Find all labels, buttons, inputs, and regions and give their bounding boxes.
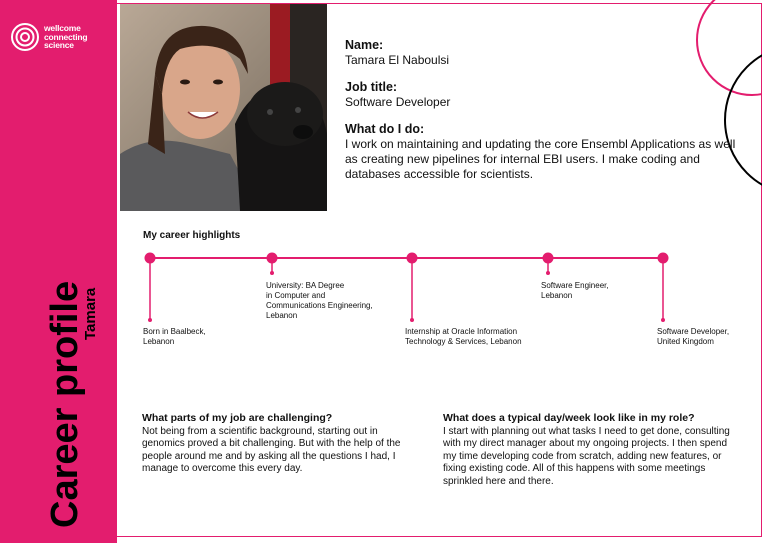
job-title-label: Job title:	[345, 80, 398, 94]
challenges-section	[142, 412, 404, 476]
event-dot-small	[270, 271, 274, 275]
timeline-event-university: University: BA Degree in Computer and Communications Engineering, Lebanon	[266, 281, 373, 320]
timeline-event-born: Born in Baalbeck, Lebanon	[143, 327, 206, 346]
event-dot-small	[148, 318, 152, 322]
event-dot	[145, 253, 156, 264]
name-label: Name:	[345, 38, 384, 52]
profile-first-name: Tamara	[82, 287, 99, 340]
typical-day-heading: What does a typical day/week look like in my role?	[443, 412, 695, 424]
event-dot	[267, 253, 278, 264]
what-do-i-do-text: I work on maintaining and updating the core Ensembl Applications as well as creating new pipelines for internal EBI users. I make coding and databases accessible for scientists.	[345, 137, 736, 181]
event-dot-small	[410, 318, 414, 322]
typical-day-text: I start with planning out what tasks I need to get done, consulting with my direct manager about my ongoing projects. I then spend my time developing code from scratch, adding new features, or fixing existing code. All of this happens with some meetings sprinkled here and there.	[443, 425, 730, 487]
timeline-event-software-developer: Software Developer, United Kingdom	[657, 327, 730, 346]
typical-day-section	[443, 412, 733, 488]
event-dot-small	[546, 271, 550, 275]
logo-text: wellcome connecting science	[44, 23, 88, 51]
timeline-event-internship: Internship at Oracle Information Technology & Services, Lebanon	[405, 327, 522, 346]
challenges-heading: What parts of my job are challenging?	[142, 412, 333, 424]
challenges-text: Not being from a scientific background, starting out in genomics proved a bit challenging. But with the help of the people around me and by asking all the questions I had, I manage to overcome this every day.	[142, 425, 401, 474]
timeline-event-software-engineer: Software Engineer, Lebanon	[541, 281, 609, 300]
event-dot	[407, 253, 418, 264]
event-dot	[543, 253, 554, 264]
name-value: Tamara El Naboulsi	[345, 53, 450, 67]
event-dot	[658, 253, 669, 264]
career-highlights-title: My career highlights	[143, 230, 241, 241]
what-do-i-do-label: What do I do:	[345, 122, 425, 136]
event-dot-small	[661, 318, 665, 322]
job-title-value: Software Developer	[345, 95, 451, 109]
career-profile-title: Career profile	[44, 280, 86, 528]
